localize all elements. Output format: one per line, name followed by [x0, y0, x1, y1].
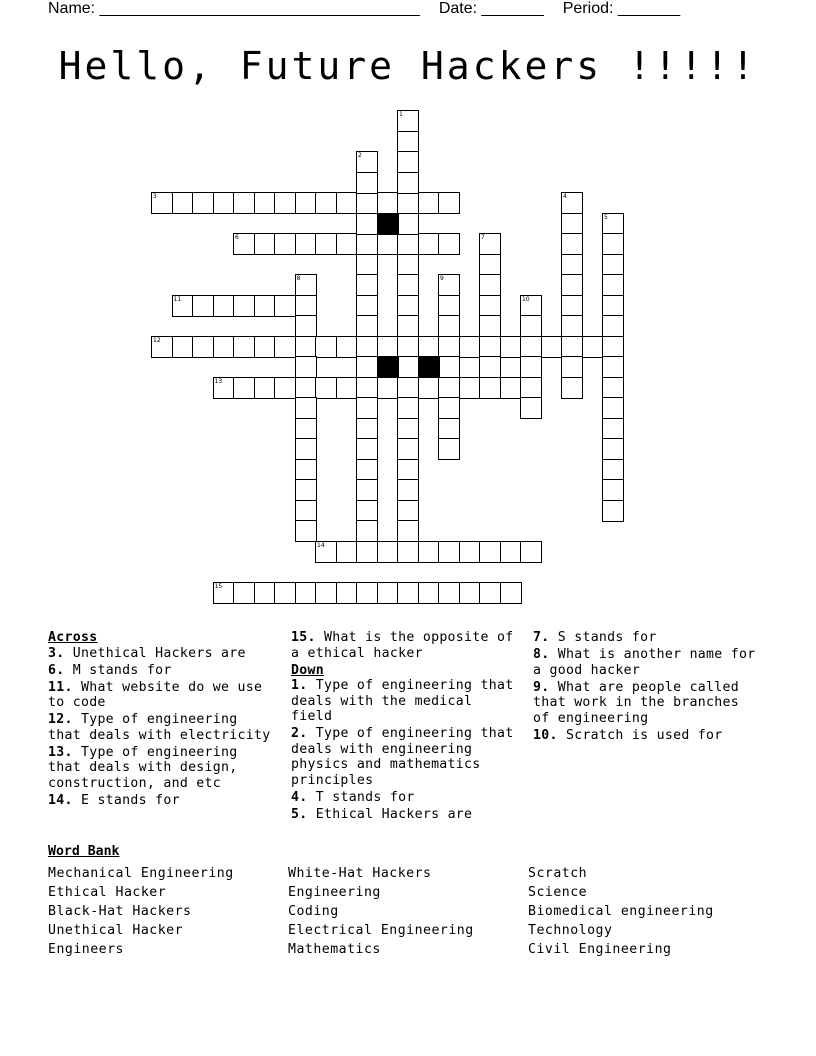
- crossword-cell[interactable]: [377, 233, 399, 255]
- crossword-cell[interactable]: [377, 582, 399, 604]
- crossword-cell[interactable]: [213, 336, 235, 358]
- crossword-cell[interactable]: [602, 356, 624, 378]
- crossword-black-cell: [418, 356, 440, 378]
- clue-number: 9: [440, 275, 444, 282]
- clue-number: 14: [317, 541, 325, 549]
- crossword-cell[interactable]: [295, 418, 317, 440]
- crossword-cell[interactable]: [397, 397, 419, 419]
- crossword-cell[interactable]: [172, 192, 194, 214]
- crossword-cell[interactable]: [336, 541, 358, 563]
- clue-number: 13: [214, 377, 223, 385]
- crossword-black-cell: [377, 213, 399, 235]
- crossword-cell[interactable]: [356, 172, 378, 194]
- clues-column-3: [533, 630, 761, 745]
- crossword-cell[interactable]: [500, 336, 522, 358]
- crossword-cell[interactable]: [520, 336, 542, 358]
- crossword-cell[interactable]: [233, 377, 255, 399]
- clue-number: 5: [604, 213, 608, 221]
- down-clue: 2. Type of engineering that deals with engineering physics and mathematics principles: [291, 726, 514, 788]
- crossword-cell[interactable]: [397, 377, 419, 399]
- crossword-cell[interactable]: [336, 233, 358, 255]
- crossword-cell[interactable]: [418, 336, 440, 358]
- word-bank-item: Engineers: [48, 942, 124, 957]
- down-clue: 1. Type of engineering that deals with the medical field: [291, 678, 514, 724]
- crossword-cell[interactable]: [192, 192, 214, 214]
- crossword-cell[interactable]: [459, 336, 481, 358]
- crossword-cell[interactable]: [192, 336, 214, 358]
- down-clue: 5. Ethical Hackers are: [291, 806, 473, 822]
- crossword-cell[interactable]: [500, 582, 522, 604]
- crossword-cell[interactable]: [520, 315, 542, 337]
- crossword-cell[interactable]: [397, 418, 419, 440]
- date-line: _______: [481, 0, 544, 17]
- across-clue: 11. What website do we use to code: [48, 679, 263, 710]
- crossword-cell[interactable]: [397, 479, 419, 501]
- word-bank-item: Mechanical Engineering: [48, 866, 234, 881]
- clue-number: 10: [522, 295, 530, 303]
- crossword-cell[interactable]: [397, 151, 419, 173]
- clue-number: 15: [214, 582, 223, 590]
- crossword-cell[interactable]: [602, 254, 624, 276]
- word-bank-item: Scratch: [528, 866, 588, 881]
- crossword-cell[interactable]: [295, 192, 317, 214]
- crossword-cell[interactable]: [479, 377, 501, 399]
- crossword-cell[interactable]: [397, 459, 419, 481]
- clues-column-2: [291, 630, 519, 824]
- clue-number: 8: [296, 275, 301, 282]
- crossword-cell[interactable]: [356, 315, 378, 337]
- crossword-cell[interactable]: [295, 582, 317, 604]
- period-label: Period:: [562, 0, 614, 17]
- crossword-cell[interactable]: [356, 356, 378, 378]
- crossword-cell[interactable]: [356, 233, 378, 255]
- crossword-cell[interactable]: [356, 582, 378, 604]
- crossword-cell[interactable]: [602, 274, 624, 296]
- crossword-cell[interactable]: [418, 377, 440, 399]
- word-bank-column-3: [528, 864, 714, 959]
- crossword-cell[interactable]: [602, 500, 624, 522]
- crossword-cell[interactable]: [397, 315, 419, 337]
- clues-column-1: [48, 630, 276, 810]
- crossword-cell[interactable]: [295, 315, 317, 337]
- down-clue: 8. What is another name for a good hacker: [533, 647, 756, 678]
- crossword-cell[interactable]: [233, 582, 255, 604]
- crossword-cell[interactable]: [377, 192, 399, 214]
- crossword-cell[interactable]: [602, 295, 624, 317]
- crossword-cell[interactable]: [254, 192, 276, 214]
- crossword-cell[interactable]: [602, 418, 624, 440]
- crossword-cell[interactable]: [479, 582, 501, 604]
- crossword-cell[interactable]: [377, 377, 399, 399]
- crossword-cell[interactable]: [479, 295, 501, 317]
- crossword-cell[interactable]: [356, 336, 378, 358]
- word-bank-item: Ethical Hacker: [48, 885, 167, 900]
- crossword-cell[interactable]: [561, 295, 583, 317]
- crossword-cell[interactable]: [541, 336, 563, 358]
- crossword-cell[interactable]: [582, 336, 604, 358]
- crossword-cell[interactable]: [356, 192, 378, 214]
- word-bank-column-1: [48, 864, 234, 959]
- crossword-cell[interactable]: [233, 295, 255, 317]
- crossword-cell[interactable]: [397, 500, 419, 522]
- crossword-cell[interactable]: [418, 582, 440, 604]
- crossword-cell[interactable]: [397, 582, 419, 604]
- crossword-cell[interactable]: [418, 233, 440, 255]
- crossword-cell[interactable]: [438, 356, 460, 378]
- across-clue: 6. M stands for: [48, 662, 172, 678]
- word-bank-item: Electrical Engineering: [288, 923, 474, 938]
- crossword-cell[interactable]: [438, 582, 460, 604]
- crossword-cell[interactable]: [397, 356, 419, 378]
- name-label: Name:: [48, 0, 96, 17]
- crossword-cell[interactable]: [397, 295, 419, 317]
- crossword-cell[interactable]: [356, 377, 378, 399]
- crossword-cell[interactable]: [356, 254, 378, 276]
- crossword-cell[interactable]: [336, 192, 358, 214]
- crossword-cell[interactable]: [520, 541, 542, 563]
- crossword-cell[interactable]: [274, 336, 296, 358]
- crossword-cell[interactable]: [356, 541, 378, 563]
- crossword-cell[interactable]: [479, 315, 501, 337]
- word-bank-item: Civil Engineering: [528, 942, 672, 957]
- crossword-cell[interactable]: [418, 541, 440, 563]
- crossword-cell[interactable]: [213, 295, 235, 317]
- across-clue: 15. What is the opposite of a ethical hacker: [291, 630, 514, 661]
- down-clue: 7. S stands for: [533, 630, 657, 645]
- crossword-cell[interactable]: [602, 459, 624, 481]
- across-clue: 13. Type of engineering that deals with design, construction, and etc: [48, 744, 238, 791]
- crossword-cell[interactable]: [459, 377, 481, 399]
- crossword-cell[interactable]: [336, 377, 358, 399]
- crossword-cell[interactable]: [274, 582, 296, 604]
- crossword-cell[interactable]: [254, 295, 276, 317]
- down-heading: Down: [291, 662, 324, 678]
- crossword-cell[interactable]: [438, 397, 460, 419]
- down-clue: 10. Scratch is used for: [533, 727, 723, 743]
- crossword-cell[interactable]: [356, 520, 378, 542]
- crossword-cell[interactable]: [356, 438, 378, 460]
- word-bank-item: Technology: [528, 923, 613, 938]
- across-clue: 3. Unethical Hackers are: [48, 645, 246, 661]
- crossword-cell[interactable]: [295, 397, 317, 419]
- crossword-black-cell: [377, 356, 399, 378]
- word-bank-item: Mathematics: [288, 942, 381, 957]
- crossword-cell[interactable]: [295, 336, 317, 358]
- crossword-cell[interactable]: [254, 582, 276, 604]
- crossword-cell[interactable]: [356, 274, 378, 296]
- crossword-cell[interactable]: [561, 356, 583, 378]
- crossword-cell[interactable]: [561, 336, 583, 358]
- word-bank-item: Science: [528, 885, 588, 900]
- crossword-cell[interactable]: [561, 213, 583, 235]
- crossword-cell[interactable]: [397, 213, 419, 235]
- crossword-cell[interactable]: [397, 192, 419, 214]
- crossword-cell[interactable]: [274, 233, 296, 255]
- crossword-cell[interactable]: [438, 438, 460, 460]
- crossword-cell[interactable]: [295, 438, 317, 460]
- word-bank-heading: Word Bank: [48, 844, 120, 859]
- date-label: Date:: [438, 0, 478, 17]
- crossword-cell[interactable]: [500, 541, 522, 563]
- crossword-cell[interactable]: [479, 541, 501, 563]
- period-line: _______: [617, 0, 681, 17]
- clue-number: 3: [153, 193, 157, 200]
- word-bank-item: White-Hat Hackers: [288, 866, 432, 881]
- crossword-cell[interactable]: [438, 377, 460, 399]
- word-bank-item: Engineering: [288, 885, 381, 900]
- crossword-cell[interactable]: [254, 377, 276, 399]
- crossword-cell[interactable]: [356, 479, 378, 501]
- crossword-cell[interactable]: [397, 274, 419, 296]
- across-heading: Across: [48, 630, 98, 645]
- crossword-cell[interactable]: [315, 192, 337, 214]
- crossword-cell[interactable]: [192, 295, 214, 317]
- crossword-cell[interactable]: [397, 438, 419, 460]
- crossword-cell[interactable]: [438, 295, 460, 317]
- crossword-cell[interactable]: [213, 192, 235, 214]
- down-clue: 9. What are people called that work in the branches of engineering: [533, 679, 740, 726]
- crossword-cell[interactable]: [397, 131, 419, 153]
- word-bank-item: Black-Hat Hackers: [48, 904, 192, 919]
- crossword-cell[interactable]: [500, 377, 522, 399]
- crossword-cell[interactable]: [356, 295, 378, 317]
- clue-number: 11: [173, 295, 182, 303]
- crossword-cell[interactable]: [602, 377, 624, 399]
- crossword-cell[interactable]: [315, 336, 337, 358]
- name-line: ____________________________________: [99, 0, 420, 17]
- crossword-cell[interactable]: [295, 500, 317, 522]
- crossword-cell[interactable]: [295, 356, 317, 378]
- crossword-cell[interactable]: [438, 315, 460, 337]
- crossword-cell[interactable]: [397, 254, 419, 276]
- word-bank-item: Coding: [288, 904, 339, 919]
- crossword-cell[interactable]: [602, 233, 624, 255]
- crossword-cell[interactable]: [233, 336, 255, 358]
- crossword-cell[interactable]: [295, 233, 317, 255]
- crossword-cell[interactable]: [438, 418, 460, 440]
- crossword-cell[interactable]: [356, 459, 378, 481]
- crossword-cell[interactable]: [520, 397, 542, 419]
- crossword-cell[interactable]: [561, 315, 583, 337]
- crossword-cell[interactable]: [479, 356, 501, 378]
- crossword-cell[interactable]: [561, 377, 583, 399]
- down-clue: 4. T stands for: [291, 789, 415, 805]
- crossword-cell[interactable]: [295, 377, 317, 399]
- clue-number: 4: [563, 193, 567, 200]
- crossword-cell[interactable]: [479, 336, 501, 358]
- crossword-cell[interactable]: [356, 500, 378, 522]
- crossword-cell[interactable]: [233, 192, 255, 214]
- crossword-cell[interactable]: [315, 377, 337, 399]
- crossword-cell[interactable]: [602, 315, 624, 337]
- crossword-cell[interactable]: [520, 356, 542, 378]
- crossword-cell[interactable]: [520, 377, 542, 399]
- crossword-cell[interactable]: [397, 172, 419, 194]
- crossword-cell[interactable]: [397, 336, 419, 358]
- crossword-cell[interactable]: [274, 192, 296, 214]
- crossword-cell[interactable]: [336, 582, 358, 604]
- crossword-cell[interactable]: [295, 479, 317, 501]
- crossword-cell[interactable]: [459, 582, 481, 604]
- crossword-cell[interactable]: [397, 520, 419, 542]
- across-clue: 12. Type of engineering that deals with electricity: [48, 712, 271, 743]
- crossword-cell[interactable]: [602, 336, 624, 358]
- crossword-cell[interactable]: [397, 233, 419, 255]
- crossword-cell[interactable]: [274, 377, 296, 399]
- crossword-cell[interactable]: [418, 192, 440, 214]
- crossword-cell[interactable]: [602, 438, 624, 460]
- crossword-cell[interactable]: [254, 233, 276, 255]
- crossword-cell[interactable]: [336, 336, 358, 358]
- crossword-cell[interactable]: [254, 336, 276, 358]
- crossword-cell[interactable]: [295, 295, 317, 317]
- crossword-cell[interactable]: [295, 520, 317, 542]
- crossword-cell[interactable]: [438, 233, 460, 255]
- crossword-cell[interactable]: [315, 582, 337, 604]
- crossword-cell[interactable]: [315, 233, 337, 255]
- across-clue: 14. E stands for: [48, 792, 180, 808]
- word-bank-item: Unethical Hacker: [48, 923, 184, 938]
- crossword-cell[interactable]: [479, 254, 501, 276]
- crossword-cell[interactable]: [397, 541, 419, 563]
- clue-number: 2: [358, 152, 362, 159]
- crossword-cell[interactable]: [438, 192, 460, 214]
- crossword-cell[interactable]: [602, 397, 624, 419]
- crossword-cell[interactable]: [377, 336, 399, 358]
- word-bank-item: Biomedical engineering: [528, 904, 714, 919]
- page-title: Hello, Future Hackers !!!!!: [58, 44, 758, 88]
- crossword-cell[interactable]: [438, 336, 460, 358]
- word-bank-column-2: [288, 864, 474, 959]
- crossword-cell[interactable]: [295, 459, 317, 481]
- crossword-cell[interactable]: [356, 397, 378, 419]
- crossword-cell[interactable]: [602, 479, 624, 501]
- crossword-cell[interactable]: [172, 336, 194, 358]
- crossword-cell[interactable]: [561, 233, 583, 255]
- crossword-cell[interactable]: [561, 274, 583, 296]
- crossword-cell[interactable]: [274, 295, 296, 317]
- crossword-cell[interactable]: [438, 541, 460, 563]
- clue-number: 7: [481, 234, 485, 241]
- crossword-cell[interactable]: [479, 274, 501, 296]
- clue-number: 12: [153, 336, 161, 344]
- clue-number: 6: [235, 234, 239, 241]
- clue-number: 1: [399, 111, 403, 118]
- crossword-cell[interactable]: [356, 213, 378, 235]
- crossword-cell[interactable]: [561, 254, 583, 276]
- crossword-cell[interactable]: [356, 418, 378, 440]
- crossword-cell[interactable]: [377, 541, 399, 563]
- crossword-cell[interactable]: [459, 541, 481, 563]
